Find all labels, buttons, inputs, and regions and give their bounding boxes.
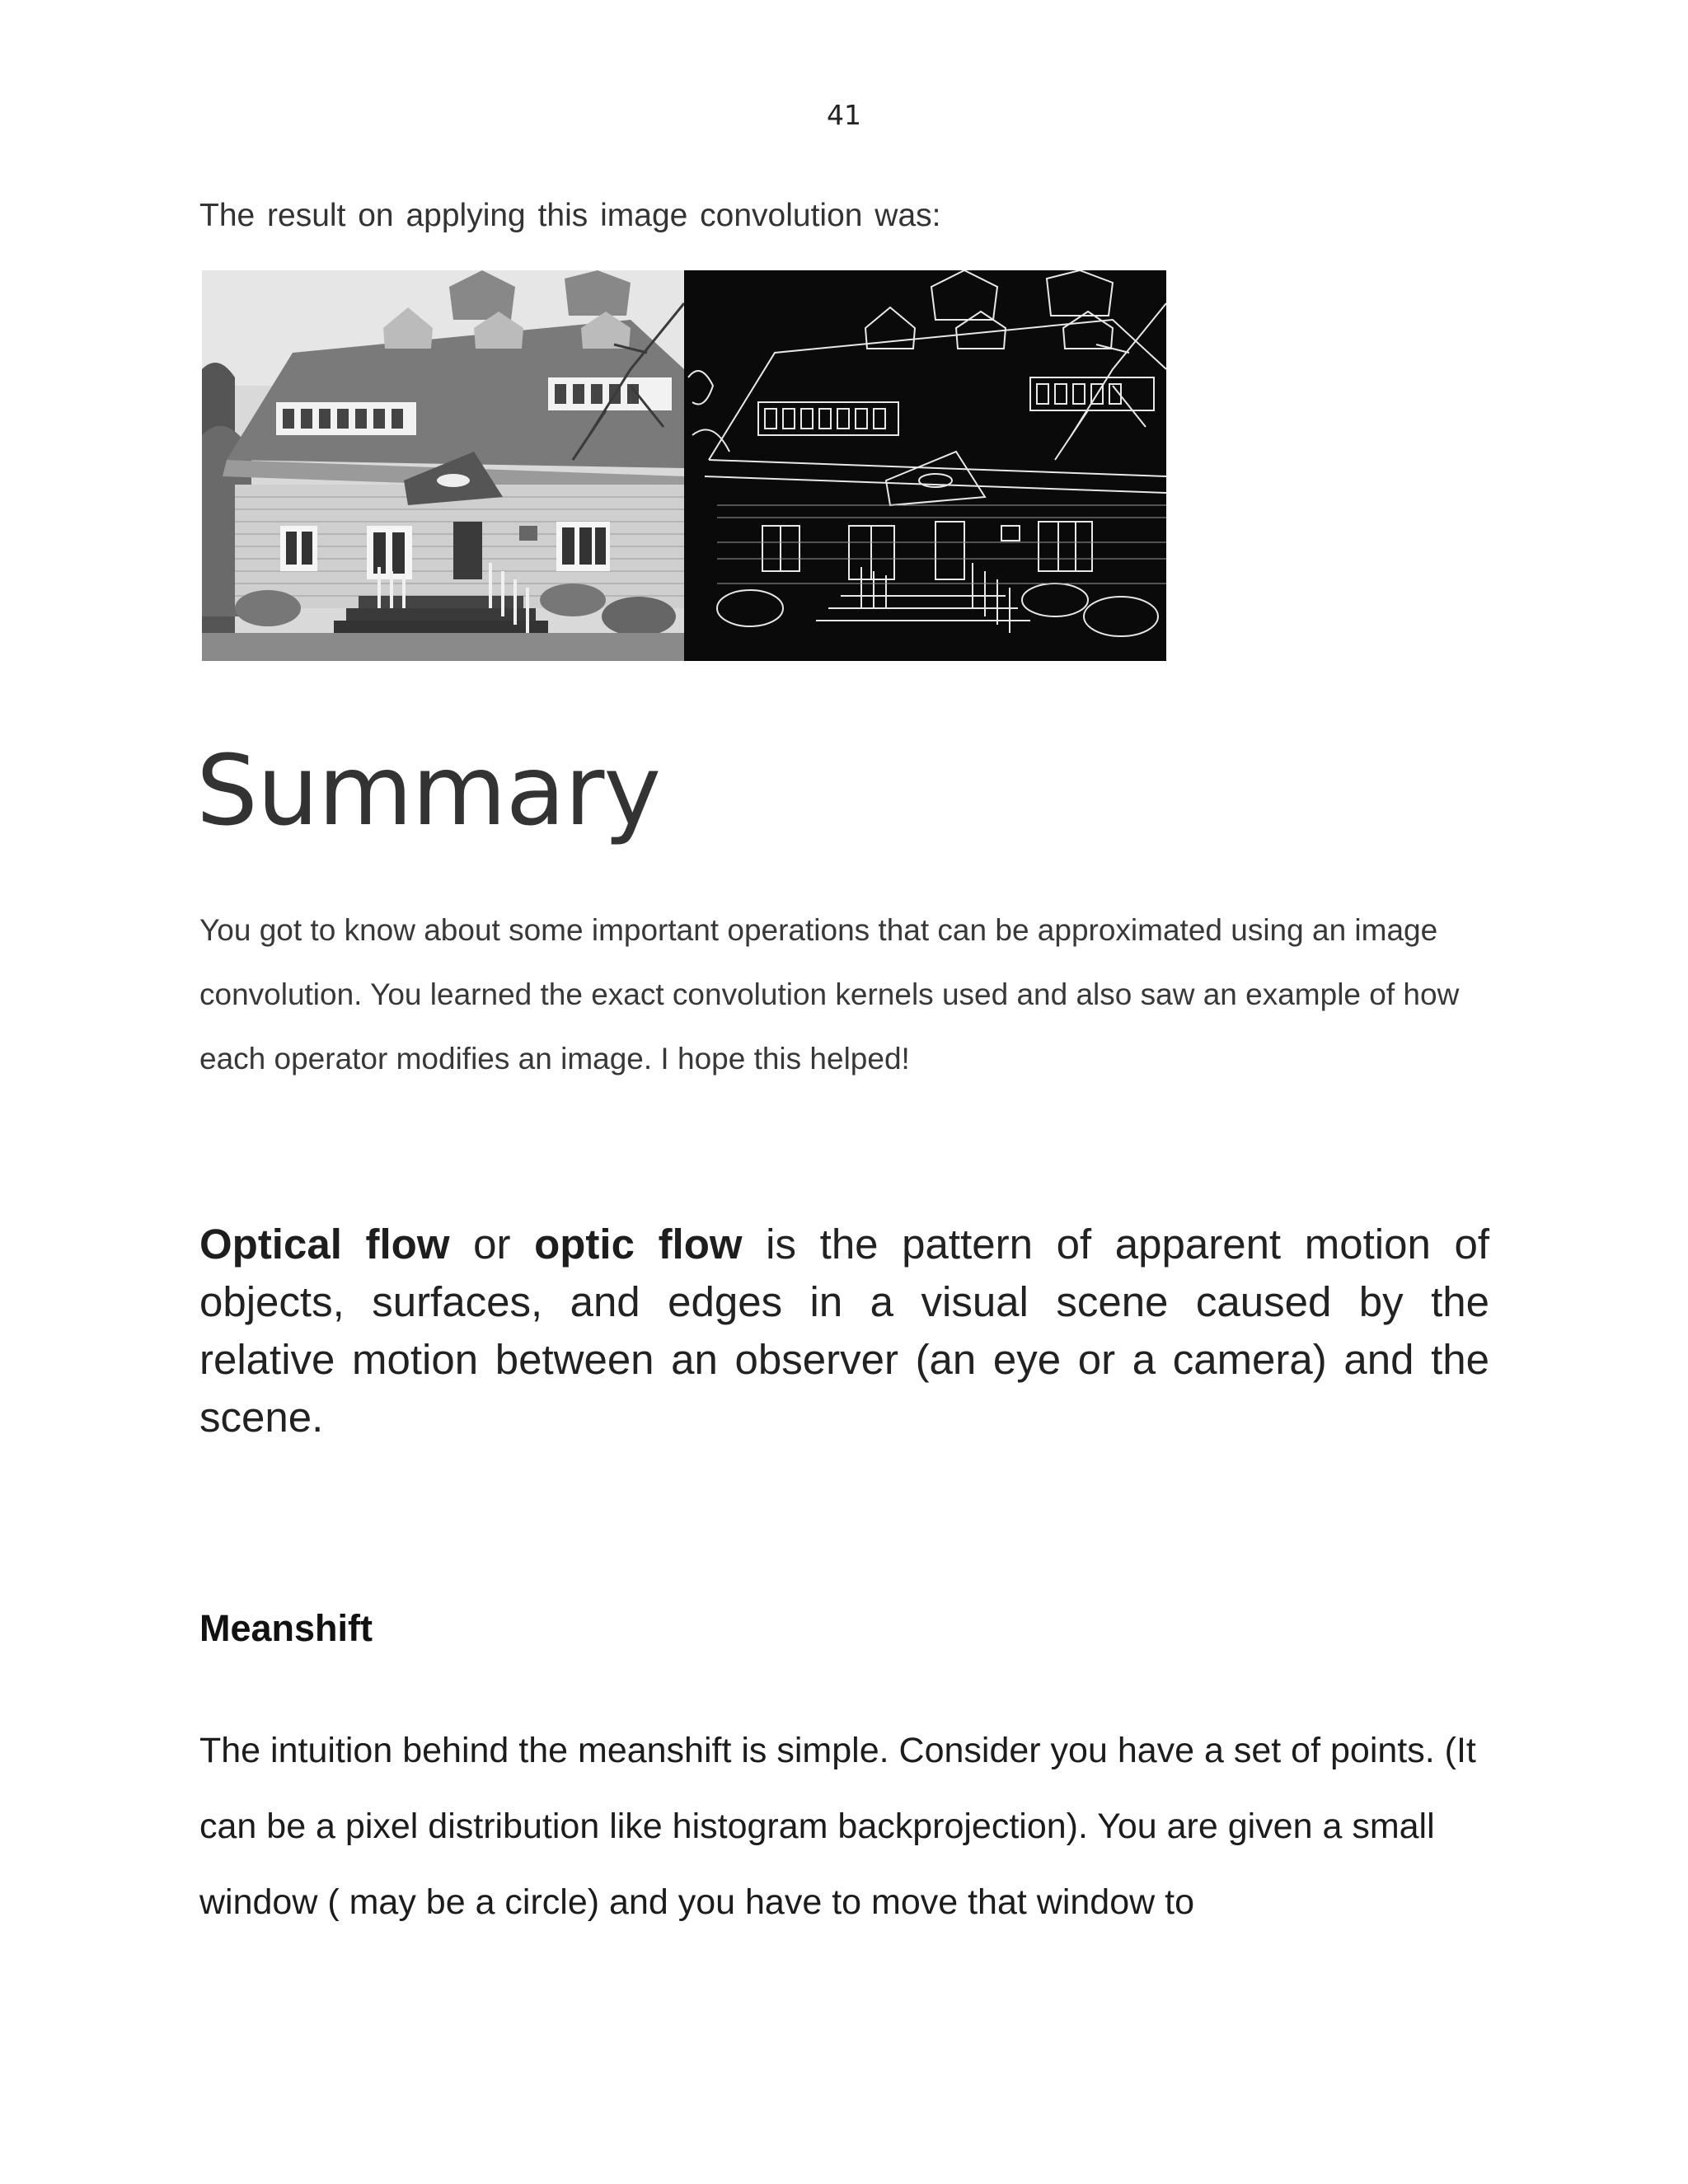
optical-flow-term: Optical flow <box>199 1221 450 1268</box>
intro-text: The result on applying this image convolution was: <box>199 198 941 233</box>
convolution-result-figure <box>202 270 1166 661</box>
optical-flow-connector: or <box>449 1221 535 1268</box>
summary-paragraph: You got to know about some important operations that can be approximated using an image convolution. You learned the exact convolution kernels used and also saw an example of how each operator modifies an image. I hope this helped! <box>199 913 1460 1076</box>
optic-flow-term: optic flow <box>534 1221 743 1268</box>
meanshift-heading: Meanshift <box>199 1607 373 1649</box>
page-number: 41 <box>827 99 861 131</box>
optical-flow-definition: is the pattern of apparent motion of objects, surfaces, and edges in a visual scene caused by the relative motion between an observer (an eye or a camera) and the scene. <box>199 1221 1489 1441</box>
summary-heading: Summary <box>196 733 661 847</box>
house-edge-detected-photo <box>684 270 1166 661</box>
meanshift-paragraph: The intuition behind the meanshift is simple. Consider you have a set of points. (It can be a pixel distribution like histogram backprojection). You are given a small window ( may be a circle) and you have to move that window to <box>199 1731 1476 1922</box>
optical-flow-paragraph <box>199 1216 1489 1446</box>
house-grayscale-photo <box>202 270 684 661</box>
